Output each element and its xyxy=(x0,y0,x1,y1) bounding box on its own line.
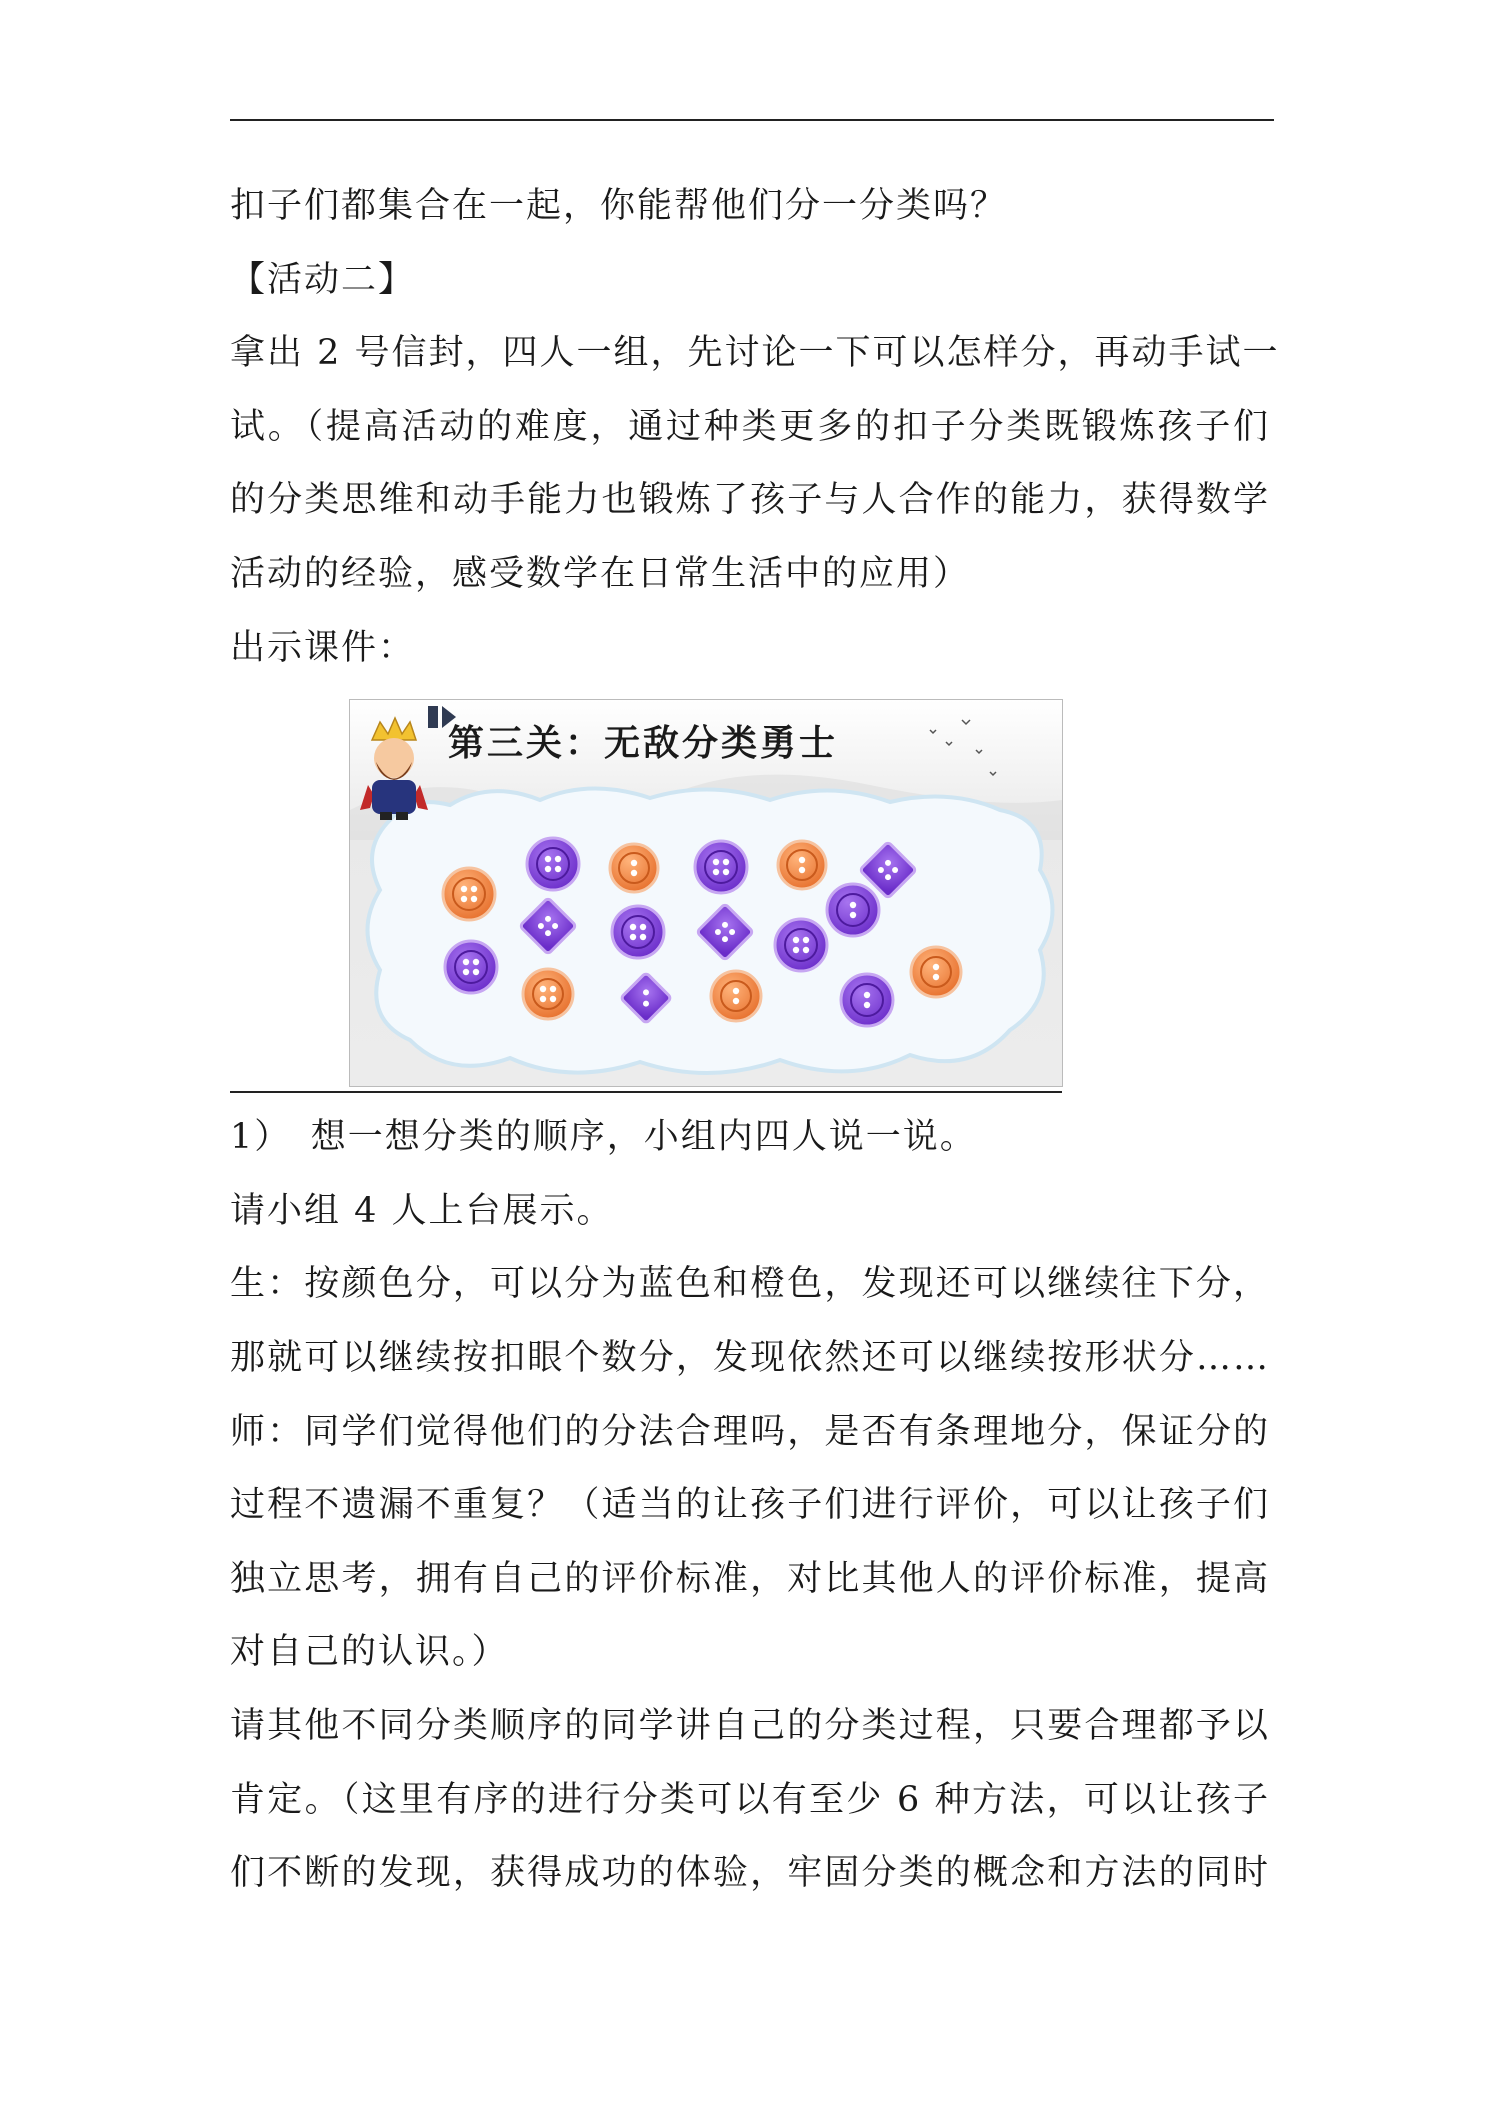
paragraph-line: 出示课件： xyxy=(230,628,416,668)
slide-title: 第三关：无敌分类勇士 xyxy=(448,722,839,764)
paragraph-line: 试。（提高活动的难度，通过种类更多的扣子分类既锻炼孩子们 xyxy=(230,407,1270,447)
purple-round-button-icon xyxy=(612,906,664,958)
purple-round-button-icon xyxy=(827,884,879,936)
orange-round-button-icon xyxy=(610,844,658,892)
paragraph-line: 师：同学们觉得他们的分法合理吗，是否有条理地分，保证分的 xyxy=(230,1412,1270,1452)
paragraph-line: 活动的经验，感受数学在日常生活中的应用） xyxy=(230,554,971,594)
orange-round-button-icon xyxy=(711,971,761,1021)
figure-underline xyxy=(230,1091,1062,1093)
paragraph-line: 请小组 4 人上台展示。 xyxy=(230,1191,614,1231)
paragraph-line: 生：按颜色分，可以分为蓝色和橙色，发现还可以继续往下分， xyxy=(230,1264,1270,1304)
paragraph-line: 请其他不同分类顺序的同学讲自己的分类过程，只要合理都予以 xyxy=(230,1706,1270,1746)
orange-round-button-icon xyxy=(778,841,826,889)
orange-round-button-icon xyxy=(911,947,961,997)
paragraph-line: 独立思考，拥有自己的评价标准，对比其他人的评价标准，提高 xyxy=(230,1559,1270,1599)
purple-round-button-icon xyxy=(695,841,747,893)
purple-round-button-icon xyxy=(527,838,579,890)
paragraph-line: 对自己的认识。） xyxy=(230,1632,509,1672)
paragraph-line: 1） 想一想分类的顺序，小组内四人说一说。 xyxy=(230,1117,977,1157)
paragraph-line: 肯定。（这里有序的进行分类可以有至少 6 种方法，可以让孩子 xyxy=(230,1780,1270,1820)
orange-round-button-icon xyxy=(443,868,495,920)
section-heading: 【活动二】 xyxy=(230,260,416,300)
orange-round-button-icon xyxy=(523,969,573,1019)
header-rule xyxy=(230,119,1274,121)
paragraph-line: 扣子们都集合在一起，你能帮他们分一分类吗？ xyxy=(230,186,1008,226)
paragraph-line: 的分类思维和动手能力也锻炼了孩子与人合作的能力，获得数学 xyxy=(230,480,1270,520)
purple-round-button-icon xyxy=(775,919,827,971)
paragraph-line: 们不断的发现，获得成功的体验，牢固分类的概念和方法的同时 xyxy=(230,1853,1270,1893)
paragraph-line: 过程不遗漏不重复？（适当的让孩子们进行评价，可以让孩子们 xyxy=(230,1485,1270,1525)
purple-round-button-icon xyxy=(445,941,497,993)
courseware-slide-image xyxy=(349,699,1063,1087)
paragraph-line: 拿出 2 号信封，四人一组，先讨论一下可以怎样分，再动手试一 xyxy=(230,333,1280,373)
paragraph-line: 那就可以继续按扣眼个数分，发现依然还可以继续按形状分…… xyxy=(230,1338,1270,1378)
purple-round-button-icon xyxy=(841,974,893,1026)
